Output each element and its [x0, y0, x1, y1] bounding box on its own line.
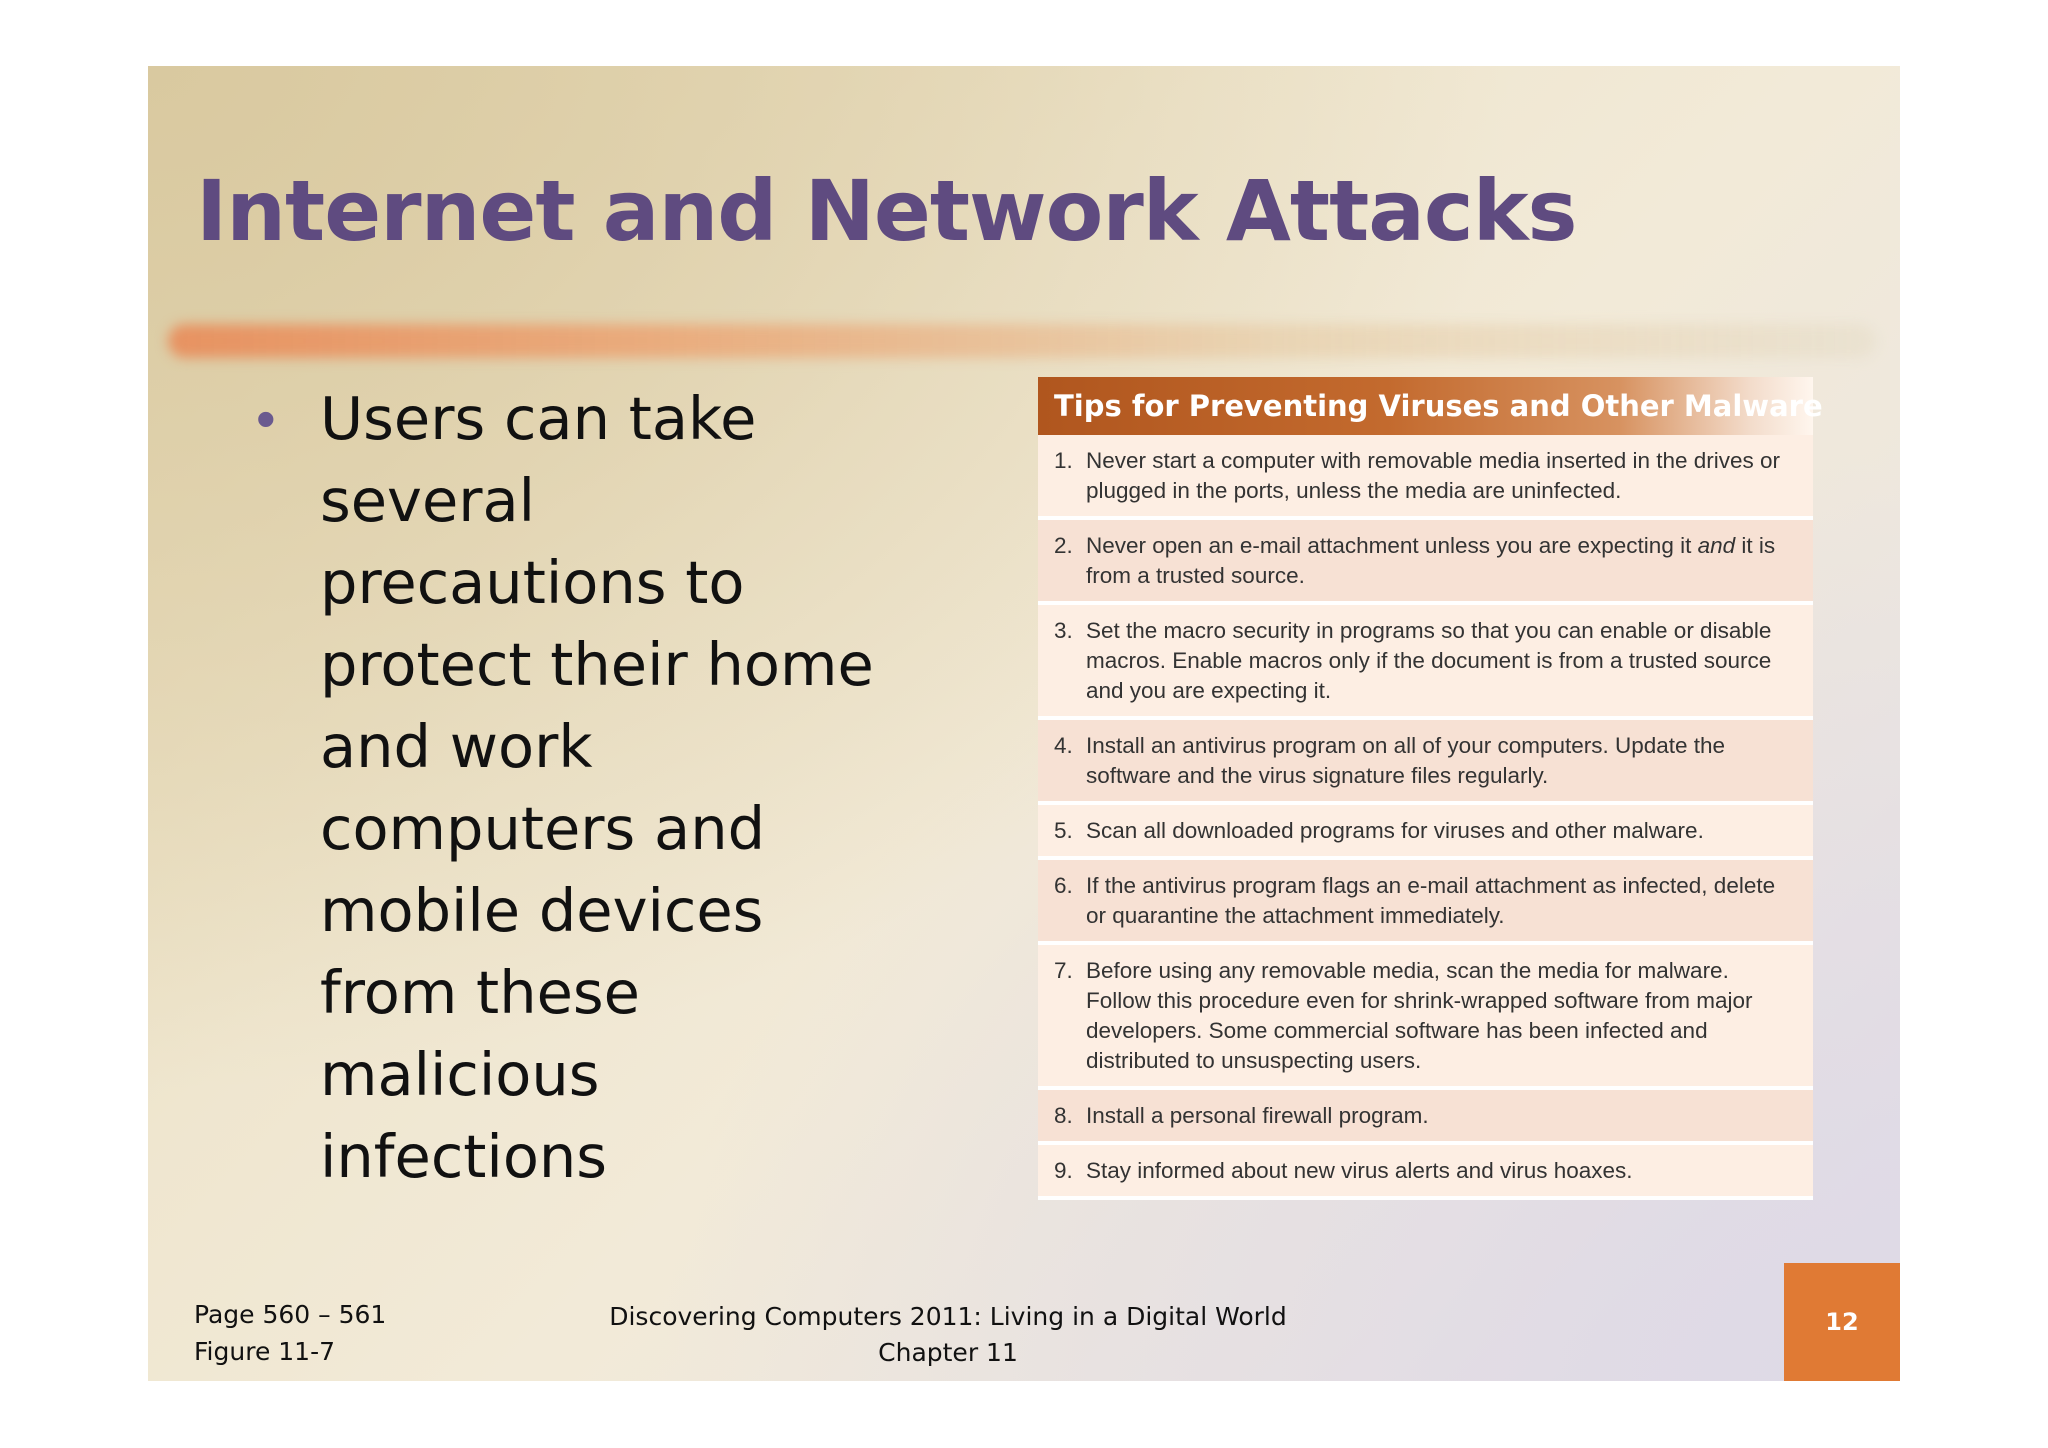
bullet-item: [256, 378, 876, 1198]
chapter-label: Chapter 11: [878, 1338, 1018, 1367]
tip-text: Install an antivirus program on all of your computers. Update the software and the virus signature files regularly.: [1086, 733, 1726, 788]
bullet-icon: •: [256, 387, 276, 450]
slide-number-badge: [1784, 1263, 1900, 1381]
tip-row: [1038, 605, 1813, 720]
slide-title: Internet and Network Attacks: [196, 162, 1577, 260]
tip-number: 8.: [1054, 1103, 1073, 1128]
tip-text: If the antivirus program flags an e-mail attachment as infected, delete or quarantine the attachment immediately.: [1086, 873, 1776, 928]
tips-table-header: [1038, 377, 1823, 435]
figure-reference: Figure 11-7: [194, 1337, 336, 1366]
bullet-text: Users can take several precautions to protect their home and work computers and mobile devices from these malicious infections: [320, 384, 874, 1191]
page-reference: Page 560 – 561: [194, 1300, 387, 1329]
tips-table: [1038, 377, 1823, 1200]
bullet-list: [256, 378, 876, 1198]
tip-row: [1038, 945, 1813, 1090]
tip-row: [1038, 720, 1813, 805]
tip-row: [1038, 1090, 1813, 1145]
tip-number: 9.: [1054, 1158, 1073, 1183]
tip-text: Scan all downloaded programs for viruses and other malware.: [1086, 818, 1704, 843]
tip-number: 7.: [1054, 958, 1073, 983]
footer-book-info: [578, 1299, 1318, 1371]
tip-row: [1038, 435, 1813, 520]
tip-text: Before using any removable media, scan the media for malware. Follow this procedure even for shrink-wrapped software from major developers. Some commercial software has been infected and distributed to unsuspecting users.: [1086, 958, 1753, 1073]
slide-number: 12: [1825, 1308, 1859, 1336]
tip-row: [1038, 805, 1813, 860]
tip-row: [1038, 860, 1813, 945]
tip-text-emphasis: and: [1697, 533, 1736, 558]
tip-number: 4.: [1054, 733, 1073, 758]
tip-text: [1086, 531, 1789, 591]
tip-row: [1038, 1145, 1813, 1200]
tip-text: Install a personal firewall program.: [1086, 1103, 1429, 1128]
tip-text-part: it is from a trusted source.: [1086, 533, 1776, 588]
tip-text: Never start a computer with removable media inserted in the drives or plugged in the ports, unless the media are uninfected.: [1086, 448, 1781, 503]
tip-text: Set the macro security in programs so that you can enable or disable macros. Enable macros only if the document is from a trusted source and you are expecting it.: [1086, 618, 1772, 703]
tip-number: 6.: [1054, 873, 1073, 898]
footer-reference: [194, 1296, 386, 1370]
tip-text-part: Never open an e-mail attachment unless you are expecting it: [1086, 533, 1698, 558]
tip-row: [1038, 520, 1813, 605]
tip-number: 1.: [1054, 448, 1073, 473]
book-title: Discovering Computers 2011: Living in a Digital World: [609, 1302, 1287, 1331]
tips-table-title: Tips for Preventing Viruses and Other Malware: [1054, 389, 1823, 423]
tip-number: 5.: [1054, 818, 1073, 843]
tip-text: Stay informed about new virus alerts and virus hoaxes.: [1086, 1158, 1633, 1183]
slide: [148, 66, 1900, 1381]
tip-number: 2.: [1054, 533, 1073, 558]
title-divider: [168, 324, 1876, 358]
tip-number: 3.: [1054, 618, 1073, 643]
